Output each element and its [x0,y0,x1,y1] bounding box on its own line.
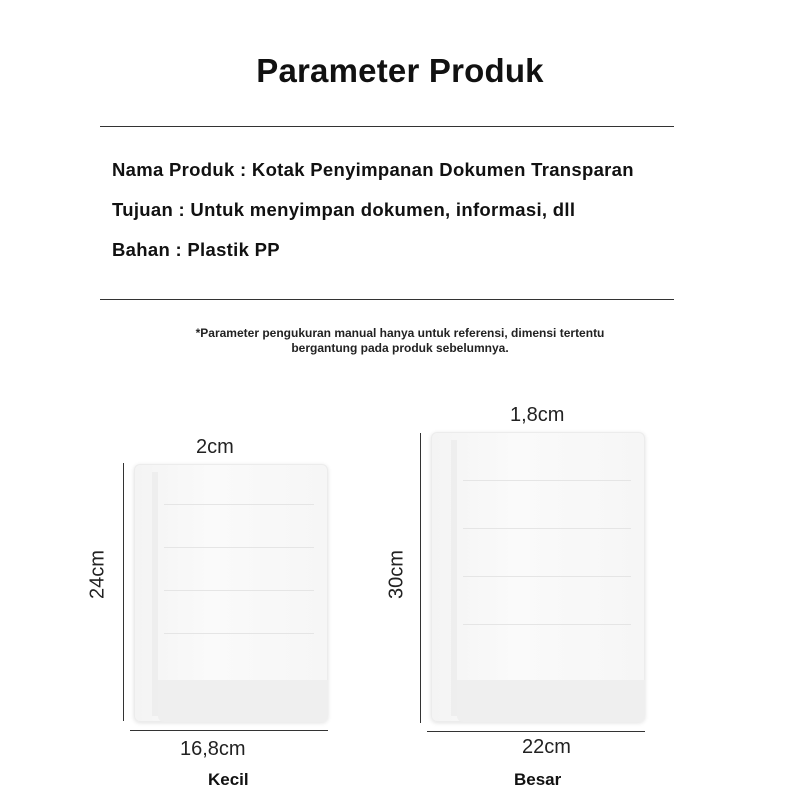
bottom-divider [100,299,674,300]
measurement-note [150,326,650,356]
box-stripe [164,633,314,634]
small-depth-label: 2cm [196,436,234,458]
small-size-name: Kecil [208,770,249,789]
large-height-line [420,433,421,723]
box-stripe [463,576,631,577]
note-line: bergantung pada produk sebelumnya. [291,341,509,355]
spec-value: Plastik PP [187,239,280,260]
spec-value: Kotak Penyimpanan Dokumen Transparan [251,159,634,180]
spec-separator: : [240,159,252,180]
small-height-label: 24cm [86,550,109,599]
large-width-label: 22cm [522,736,571,758]
small-width-line [130,730,328,731]
spec-value: Untuk menyimpan dokumen, informasi, dll [190,199,576,220]
box-stripe [463,624,631,625]
spec-material [112,239,280,261]
spec-separator: : [178,199,191,220]
top-divider [100,126,674,127]
small-height-line [123,463,124,721]
box-spine [451,440,457,716]
box-foot [158,680,328,722]
large-width-line [427,731,645,732]
note-line: *Parameter pengukuran manual hanya untuk referensi, dimensi tertentu [195,326,605,340]
large-size-name: Besar [514,770,562,789]
box-stripe [164,590,314,591]
box-stripe [164,547,314,548]
large-depth-label: 1,8cm [510,404,565,426]
box-stripe [164,504,314,505]
spec-label: Tujuan [112,199,174,220]
large-height-label: 30cm [385,550,408,599]
spec-purpose [112,199,575,221]
small-document-box-image [134,464,328,722]
small-width-label: 16,8cm [180,738,246,760]
page-title: Parameter Produk [256,52,544,89]
spec-label: Bahan [112,239,171,260]
spec-label: Nama Produk [112,159,235,180]
large-document-box-image [431,432,645,722]
box-stripe [463,480,631,481]
box-foot [457,680,645,722]
box-stripe [463,528,631,529]
spec-product-name [112,159,634,181]
spec-separator: : [175,239,188,260]
